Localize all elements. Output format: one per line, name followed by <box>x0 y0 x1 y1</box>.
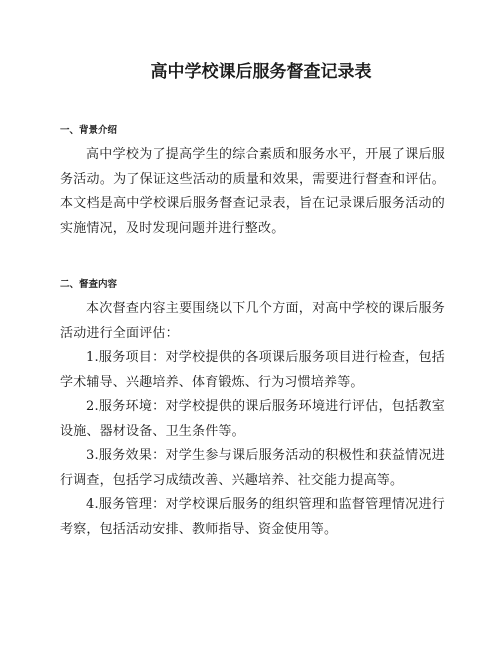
document-title: 高中学校课后服务督查记录表 <box>150 62 372 82</box>
paragraph-inspection-intro: 本次督查内容主要围绕以下几个方面，对高中学校的课后服务活动进行全面评估： <box>60 301 445 341</box>
section-heading-background: 一、背景介绍 <box>60 125 118 136</box>
paragraph-background: 高中学校为了提高学生的综合素质和服务水平，开展了课后服务活动。为了保证这些活动的质量和效果，需要进行督查和评估。本文档是高中学校课后服务督查记录表，旨在记录课后服务活动的实施情况，及时发现问题并进行整改。 <box>60 147 445 236</box>
paragraph-item-service-projects: 1.服务项目：对学校提供的各项课后服务项目进行检查，包括学术辅导、兴趣培养、体育锻炼、行为习惯培养等。 <box>60 350 445 390</box>
section-heading-inspection-content: 二、督查内容 <box>60 279 118 290</box>
paragraph-item-service-management: 4.服务管理：对学校课后服务的组织管理和监督管理情况进行考察，包括活动安排、教师指导、资金使用等。 <box>60 497 445 537</box>
paragraph-item-service-effect: 3.服务效果：对学生参与课后服务活动的积极性和获益情况进行调查，包括学习成绩改善、兴趣培养、社交能力提高等。 <box>60 448 445 488</box>
paragraph-item-service-environment: 2.服务环境：对学校提供的课后服务环境进行评估，包括教室设施、器材设备、卫生条件等。 <box>60 399 445 439</box>
